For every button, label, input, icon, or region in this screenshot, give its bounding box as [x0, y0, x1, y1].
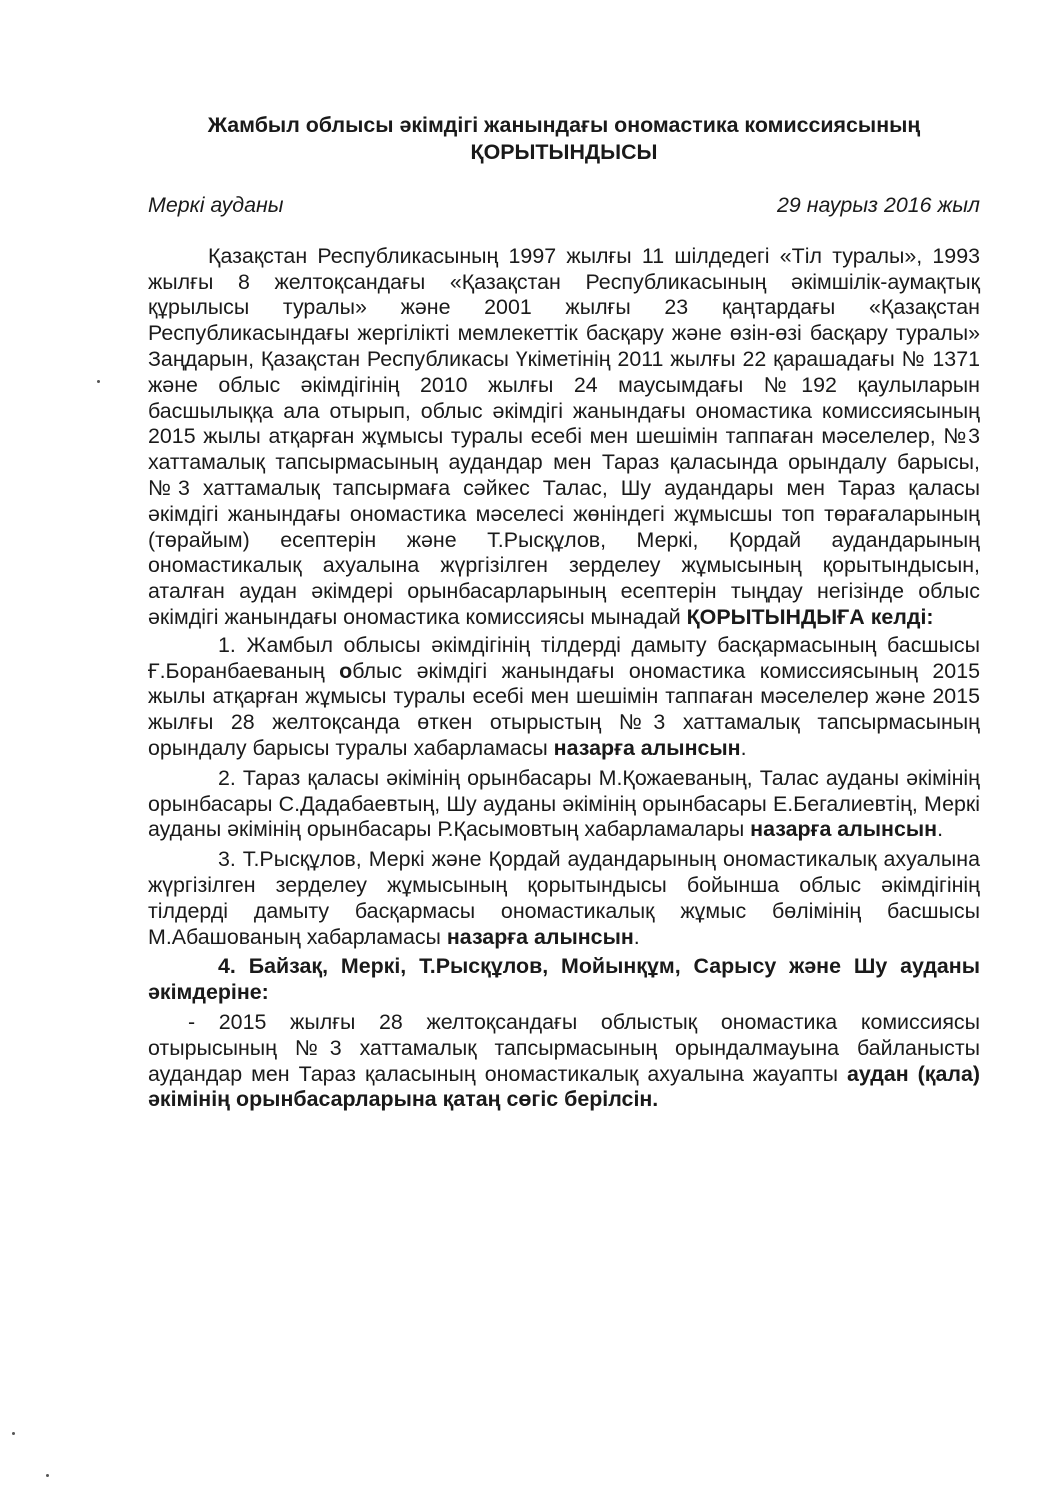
resolution-item-1 [148, 633, 980, 762]
resolution-item-2 [148, 766, 980, 843]
resolution-item-3 [148, 847, 980, 950]
scan-speck [12, 1432, 15, 1435]
scan-speck [97, 380, 100, 383]
item-3-text: 3. Т.Рысқұлов, Меркі және Қордай аудандарының ономастикалық ахуалына жүргізілген зерделеу жұмысының қорытындысы бойынша облыс әкімдігінің тілдерді дамыту басқармасы ономастикалық жұмыс бөлімінің басшысы М.Абашованың хабарламасы [148, 847, 980, 949]
title-line-1: Жамбыл облысы әкімдігі жанындағы ономастика комиссиясының [207, 113, 921, 137]
scan-speck [46, 1474, 49, 1477]
resolution-subitem [148, 1010, 980, 1113]
item-1-text: блыс әкімдігі жанындағы ономастика комиссиясының 2015 жылы атқарған жұмысы туралы есебі мен шешімін таппаған мәселелер және 2015 жылғы 28 желтоқсанда өткен отырыстың №3 хаттамалық тапсырмасының орындалу барысы туралы хабарламасы [148, 658, 980, 760]
item-4-text: 4. Байзақ, Меркі, Т.Рысқұлов, Мойынқұм, Сарысу және Шу ауданы әкімдеріне: [148, 954, 980, 1005]
document-body [148, 112, 980, 1113]
item-2-end: . [937, 817, 944, 842]
district-label: Меркі ауданы [148, 193, 284, 217]
subitem-bold: аудан (қала) әкімінің орынбасарларына қатаң сөгіс берілсін. [148, 1061, 981, 1112]
item-2-bold: назарға алынсын [750, 817, 938, 842]
intro-bold-conclusion: ҚОРЫТЫНДЫҒА [686, 604, 865, 629]
item-1-pre: 1. Жамбыл облысы әкімдігінің тілдерді дамыту басқармасының басшысы Ғ.Боранбаеваның [148, 632, 980, 683]
intro-end: келді: [870, 604, 934, 629]
item-1-end: . [740, 735, 747, 760]
resolution-item-4 [148, 954, 980, 1006]
item-3-end: . [633, 924, 640, 949]
intro-paragraph [148, 244, 980, 631]
item-2-text: 2. Тараз қаласы әкімінің орынбасары М.Қожаеваның, Талас ауданы әкімінің орынбасары С.Дадабаевтың, Шу ауданы әкімінің орынбасары Е.Бегалиевтің, Меркі ауданы әкімінің орынбасары Р.Қасымовтың хабарламалары [148, 765, 980, 842]
item-3-bold: назарға алынсын [446, 924, 634, 949]
item-1-bold-letter: о [339, 658, 353, 683]
document-date: 29 наурыз 2016 жыл [777, 193, 980, 217]
subitem-text: - 2015 жылғы 28 желтоқсандағы облыстық ономастика комиссиясы отырысының №3 хаттамалық тапсырмасының орындалмауына байланысты аудандар мен Тараз қаласының ономастикалық ахуалына жауапты [148, 1009, 980, 1086]
item-1-bold: назарға алынсын [553, 735, 741, 760]
document-meta [148, 193, 980, 219]
title-line-2: ҚОРЫТЫНДЫСЫ [470, 140, 658, 164]
document-title [148, 112, 980, 166]
intro-text: Қазақстан Республикасының 1997 жылғы 11 шілдедегі «Тіл туралы», 1993 жылғы 8 желтоқсандағы «Қазақстан Республикасының әкімшілік-аумақтық құрылысы туралы» және 2001 жылғы 23 қаңтардағы «Қазақстан Республикасындағы жергілікті мемлекеттік басқару және өзін-өзі басқару туралы» Заңдарын, Қазақстан Республикасы Үкіметінің 2011 жылғы 22 қарашадағы № 1371 және облыс әкімдігінің 2010 жылғы 24 маусымдағы №192 қаулыларын басшылыққа ала отырып, облыс әкімдігі жанындағы ономастика комиссиясының 2015 жылы атқарған жұмысы туралы есебі мен шешімін таппаған мәселелер, №3 хаттамалық тапсырмасының аудандар мен Тараз қаласында орындалу барысы, №3 хаттамалық тапсырмаға сәйкес Талас, Шу аудандары мен Тараз қаласы әкімдігі жанындағы ономастика мәселесі жөніндегі жұмысшы топ төрағаларының (төрайым) есептерін және Т.Рысқұлов, Меркі, Қордай аудандарының ономастикалық ахуалына жүргізілген зерделеу жұмысының қорытындысын, аталған аудан әкімдері орынбасарларының есептерін тыңдау негізінде облыс әкімдігі жанындағы ономастика комиссиясы мынадай [148, 243, 980, 629]
